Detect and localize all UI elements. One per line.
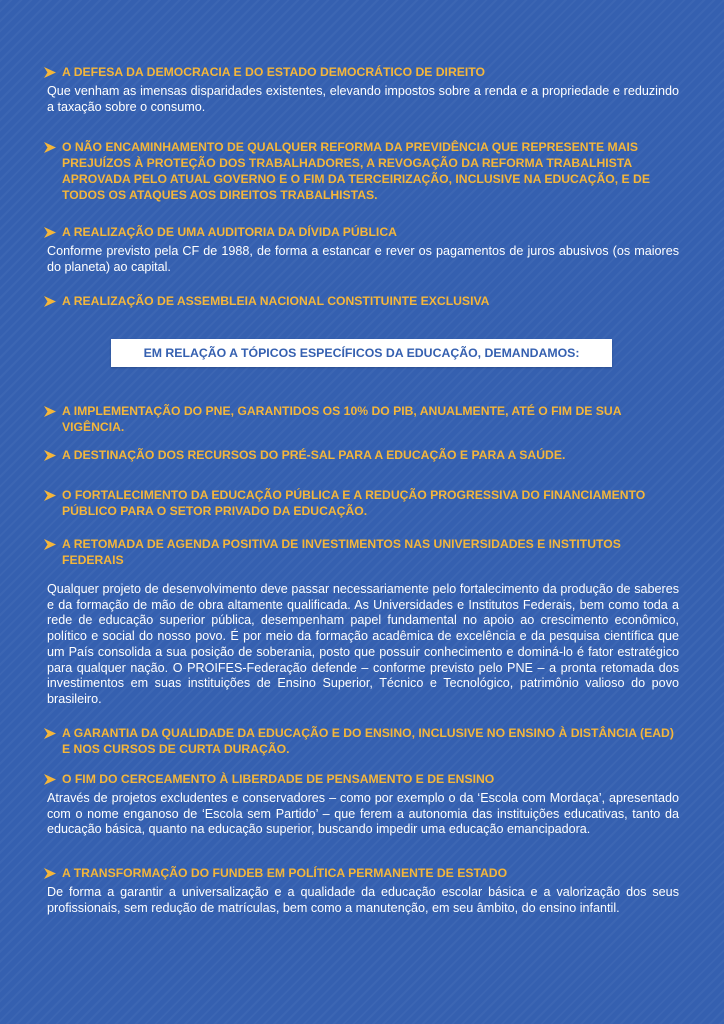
arrow-bullet-icon: [44, 536, 56, 552]
item-heading: [47, 293, 679, 309]
list-item: [47, 64, 679, 115]
item-heading: [47, 403, 679, 435]
item-heading: [47, 447, 679, 463]
item-body: De forma a garantir a universalização e a qualidade da educação escolar básica e a valorização dos seus profissionais, sem redução de matrículas, bem como a manutenção, em seu âmbito, do ensino infantil.: [47, 885, 679, 915]
item-heading: [47, 487, 679, 519]
section-banner: EM RELAÇÃO A TÓPICOS ESPECÍFICOS DA EDUCAÇÃO, DEMANDAMOS:: [111, 339, 612, 367]
item-heading: [47, 64, 679, 80]
item-heading-text: O NÃO ENCAMINHAMENTO DE QUALQUER REFORMA DA PREVIDÊNCIA QUE REPRESENTE MAIS PREJUÍZOS À PROTEÇÃO DOS TRABALHADORES, A REVOGAÇÃO DA REFORMA TRABALHISTA APROVADA PELO ATUAL GOVERNO E O FIM DA TERCEIRIZAÇÃO, INCLUSIVE NA EDUCAÇÃO, E DE TODOS OS ATAQUES AOS DIREITOS TRABALHISTAS.: [62, 140, 650, 202]
item-body: Qualquer projeto de desenvolvimento deve passar necessariamente pelo fortalecimento da produção de saberes e da formação de mão de obra altamente qualificada. As Universidades e Institutos Federais, bem como toda a rede de educação superior pública, desempenham papel fundamental no apoio ao crescimento econômico, político e social do nosso povo. É por meio da formação acadêmica de excelência e da pesquisa científica que um País consolida a sua posição de soberania, posto que possuir conhecimento e dominá-lo é fator estratégico para qualquer nação. O PROIFES-Federação defende – conforme previsto pelo PNE – a pronta retomada dos investimentos em suas instituições de Ensino Superior, Técnico e Tecnológico, patrimônio valioso do povo brasileiro.: [47, 582, 679, 706]
list-item: [47, 224, 679, 275]
list-item: [47, 771, 679, 838]
item-heading-text: A REALIZAÇÃO DE UMA AUDITORIA DA DÍVIDA PÚBLICA: [62, 225, 397, 239]
item-heading-text: A GARANTIA DA QUALIDADE DA EDUCAÇÃO E DO ENSINO, INCLUSIVE NO ENSINO À DISTÂNCIA (EAD) E NOS CURSOS DE CURTA DURAÇÃO.: [62, 726, 674, 756]
arrow-bullet-icon: [44, 224, 56, 240]
item-heading-text: A DEFESA DA DEMOCRACIA E DO ESTADO DEMOCRÁTICO DE DIREITO: [62, 65, 485, 79]
list-item: [47, 536, 679, 708]
item-heading-text: A TRANSFORMAÇÃO DO FUNDEB EM POLÍTICA PERMANENTE DE ESTADO: [62, 866, 508, 880]
item-heading-text: O FIM DO CERCEAMENTO À LIBERDADE DE PENSAMENTO E DE ENSINO: [62, 772, 495, 786]
arrow-bullet-icon: [44, 487, 56, 503]
item-heading: [47, 224, 679, 240]
item-heading-text: A DESTINAÇÃO DOS RECURSOS DO PRÉ-SAL PARA A EDUCAÇÃO E PARA A SAÚDE.: [62, 448, 566, 462]
list-item: [47, 447, 679, 463]
item-body: Conforme previsto pela CF de 1988, de forma a estancar e rever os pagamentos de juros abusivos (os maiores do planeta) ao capital.: [47, 244, 679, 274]
arrow-bullet-icon: [44, 64, 56, 80]
list-item: [47, 725, 679, 757]
item-heading: [47, 771, 679, 787]
list-item: [47, 139, 679, 203]
arrow-bullet-icon: [44, 771, 56, 787]
item-body: Que venham as imensas disparidades existentes, elevando impostos sobre a renda e a propriedade e reduzindo a taxação sobre o consumo.: [47, 84, 679, 114]
item-heading: [47, 139, 679, 203]
item-heading: [47, 725, 679, 757]
item-body: Através de projetos excludentes e conservadores – como por exemplo o da ‘Escola com Mordaça’, apresentado com o nome enganoso de ‘Escola sem Partido’ – que ferem a autonomia das instituições educativas, tanto da educação básica, quanto na educação superior, buscando impedir uma educação emancipadora.: [47, 791, 679, 837]
arrow-bullet-icon: [44, 403, 56, 419]
arrow-bullet-icon: [44, 725, 56, 741]
list-item: [47, 293, 679, 309]
item-heading-text: A IMPLEMENTAÇÃO DO PNE, GARANTIDOS OS 10% DO PIB, ANUALMENTE, ATÉ O FIM DE SUA VIGÊNCIA.: [62, 404, 622, 434]
arrow-bullet-icon: [44, 139, 56, 155]
list-item: [47, 403, 679, 435]
item-heading: [47, 865, 679, 881]
item-heading-text: O FORTALECIMENTO DA EDUCAÇÃO PÚBLICA E A REDUÇÃO PROGRESSIVA DO FINANCIAMENTO PÚBLICO PARA O SETOR PRIVADO DA EDUCAÇÃO.: [62, 488, 646, 518]
arrow-bullet-icon: [44, 293, 56, 309]
list-item: [47, 487, 679, 519]
arrow-bullet-icon: [44, 447, 56, 463]
item-heading: [47, 536, 679, 568]
arrow-bullet-icon: [44, 865, 56, 881]
item-heading-text: A REALIZAÇÃO DE ASSEMBLEIA NACIONAL CONSTITUINTE EXCLUSIVA: [62, 294, 490, 308]
item-heading-text: A RETOMADA DE AGENDA POSITIVA DE INVESTIMENTOS NAS UNIVERSIDADES E INSTITUTOS FEDERAIS: [62, 537, 621, 567]
list-item: [47, 865, 679, 916]
